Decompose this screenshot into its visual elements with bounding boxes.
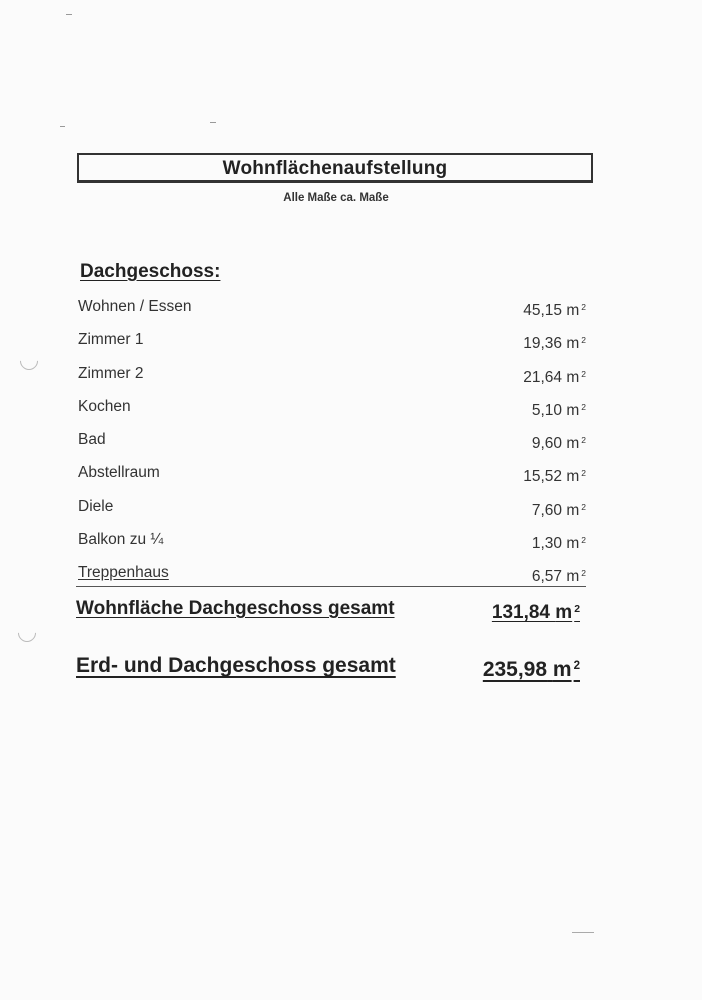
room-row bbox=[78, 396, 588, 429]
room-area: 6,57 m $^2$ bbox=[531, 568, 586, 586]
room-row bbox=[78, 496, 588, 529]
room-area: 1,30 m $^2$ bbox=[531, 535, 586, 553]
room-row bbox=[78, 329, 588, 362]
room-label: Zimmer 1 bbox=[78, 331, 144, 349]
room-row bbox=[78, 562, 588, 595]
overall-total-value: 235,98 m $^2$ bbox=[482, 658, 580, 681]
document-subtitle: Alle Maße ca. Maße bbox=[283, 192, 389, 204]
room-area: 45,15 m $^2$ bbox=[523, 302, 586, 320]
room-row bbox=[78, 429, 588, 462]
punch-hole-mark bbox=[14, 620, 39, 645]
room-area: 5,10 m $^2$ bbox=[531, 401, 586, 419]
room-row bbox=[78, 296, 588, 329]
floor-total-label: Wohnfläche Dachgeschoss gesamt bbox=[76, 598, 395, 619]
room-area: 19,36 m $^2$ bbox=[523, 335, 586, 353]
section-heading: Dachgeschoss: bbox=[80, 261, 221, 282]
scan-speck bbox=[572, 932, 594, 933]
room-area: 9,60 m $^2$ bbox=[531, 435, 586, 453]
room-label: Treppenhaus bbox=[78, 564, 169, 582]
room-label: Balkon zu ¼ bbox=[78, 531, 164, 549]
room-label: Bad bbox=[78, 431, 106, 449]
scan-speck bbox=[66, 14, 72, 15]
room-row bbox=[78, 462, 588, 495]
room-label: Zimmer 2 bbox=[78, 364, 144, 382]
scan-speck bbox=[60, 126, 65, 127]
document-title: Wohnflächenaufstellung bbox=[222, 158, 448, 179]
room-label: Wohnen / Essen bbox=[78, 298, 192, 315]
room-label: Abstellraum bbox=[78, 464, 160, 482]
overall-total-label: Erd- und Dachgeschoss gesamt bbox=[76, 654, 396, 677]
floor-total-value: 131,84 m $^2$ bbox=[491, 602, 580, 623]
title-box bbox=[77, 153, 593, 183]
punch-hole-mark bbox=[16, 348, 41, 373]
room-row bbox=[78, 363, 588, 396]
room-list bbox=[78, 296, 588, 596]
room-label: Diele bbox=[78, 497, 114, 515]
room-area: 21,64 m $^2$ bbox=[523, 368, 586, 386]
scan-speck bbox=[210, 122, 216, 123]
room-area: 7,60 m $^2$ bbox=[531, 501, 586, 519]
sum-divider bbox=[76, 586, 586, 587]
room-row bbox=[78, 529, 588, 562]
room-label: Kochen bbox=[78, 397, 131, 415]
room-area: 15,52 m $^2$ bbox=[523, 468, 586, 486]
